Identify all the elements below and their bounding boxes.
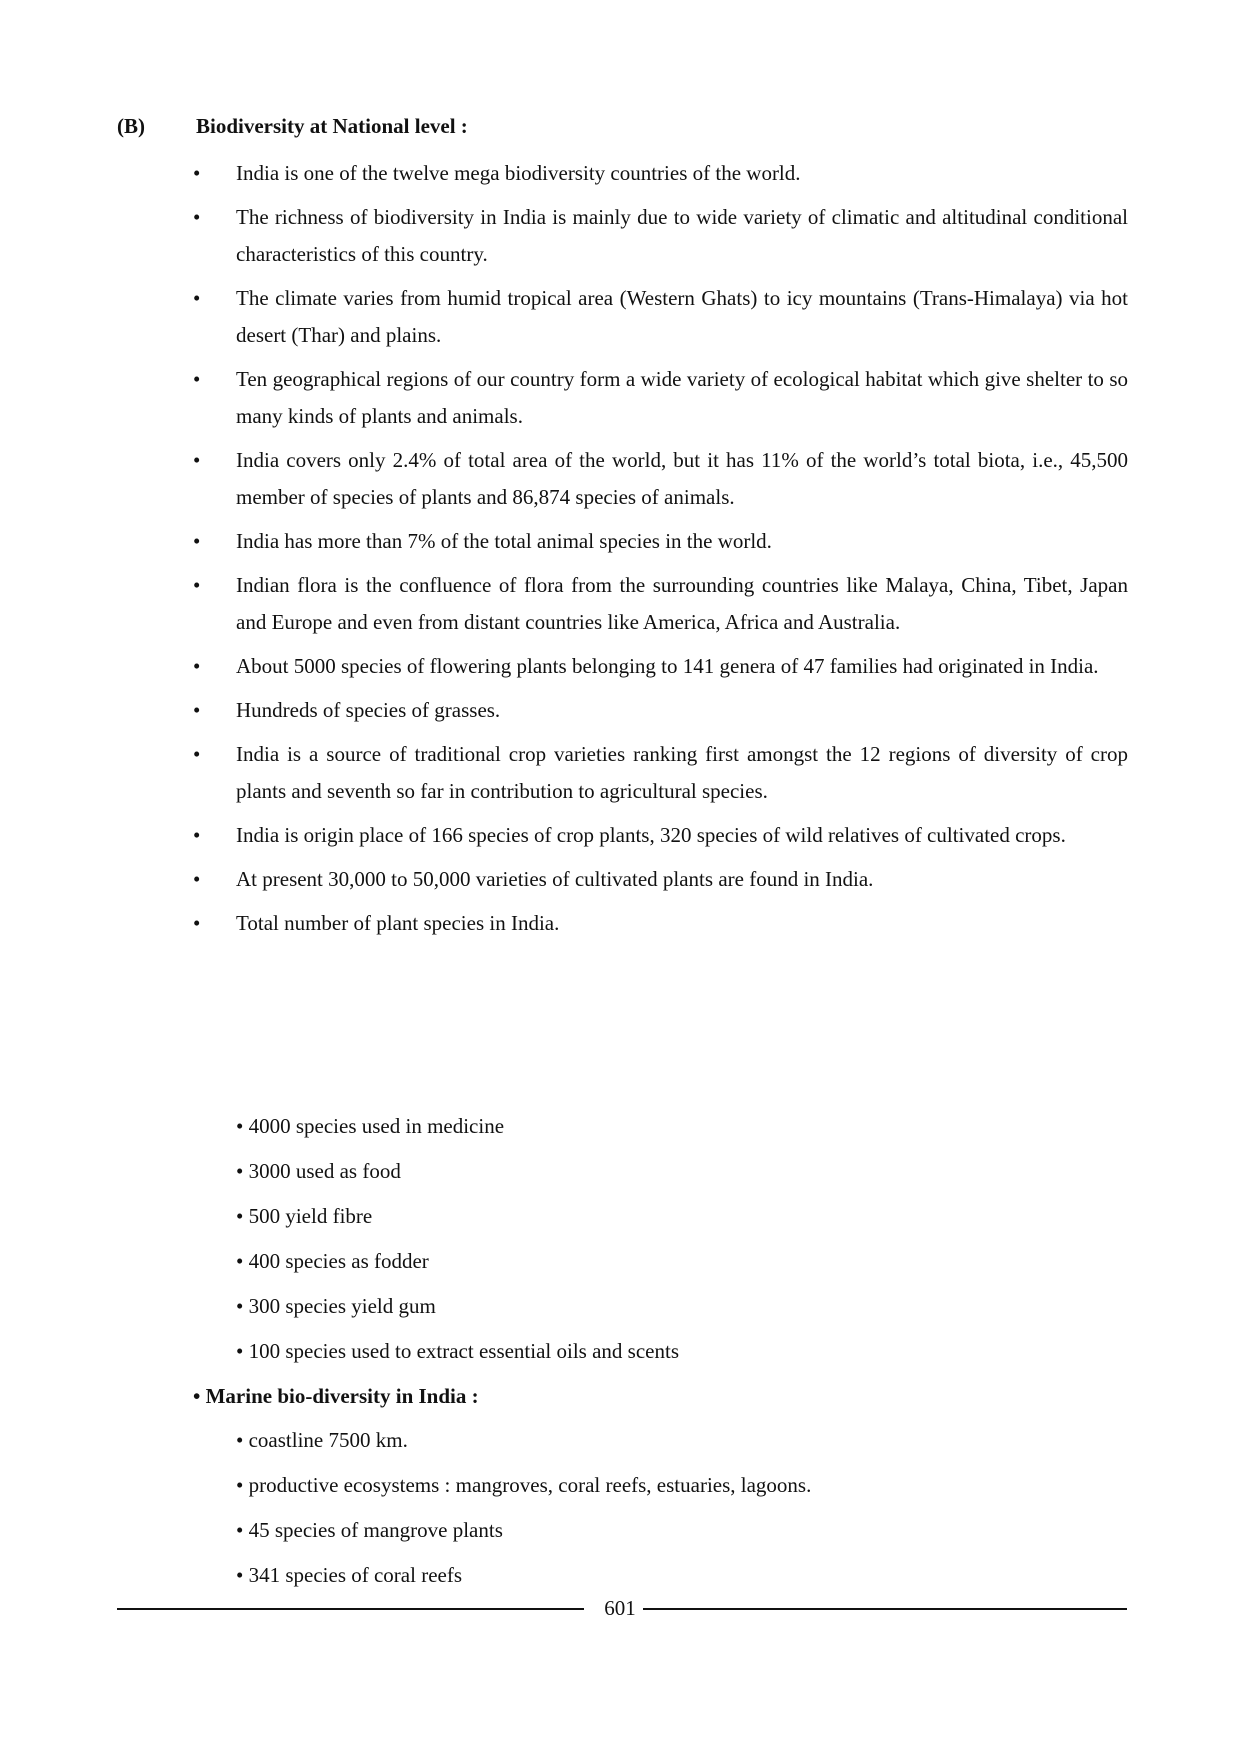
bullet-icon: • — [193, 823, 201, 847]
bullet-list — [0, 155, 1240, 949]
footer-rule-right — [643, 1608, 1127, 1610]
list-item-text: India covers only 2.4% of total area of the world, but it has 11% of the world’s total biota, i.e., 45,500 member of species of plants and 86,874 species of animals. — [236, 448, 1128, 509]
list-item — [0, 361, 1240, 435]
list-item — [0, 736, 1240, 810]
bullet-icon: • — [193, 698, 201, 722]
list-item — [0, 442, 1240, 516]
list-item — [0, 817, 1240, 854]
bullet-icon: • — [193, 573, 201, 597]
bullet-icon: • — [193, 742, 201, 766]
bullet-icon: • — [193, 529, 201, 553]
marine-list — [0, 1422, 1240, 1602]
list-item-text: India is one of the twelve mega biodiversity countries of the world. — [236, 161, 801, 185]
sub-list-item: • 4000 species used in medicine — [236, 1114, 505, 1138]
bullet-icon: • — [193, 286, 201, 310]
bullet-icon: • — [193, 867, 201, 891]
sub-list-item: • productive ecosystems : mangroves, coral reefs, estuaries, lagoons. — [236, 1473, 812, 1497]
list-item — [0, 905, 1240, 942]
footer-rule-left — [117, 1608, 584, 1610]
bullet-icon: • — [193, 654, 201, 678]
list-item-text: About 5000 species of flowering plants belonging to 141 genera of 47 families had originated in India. — [236, 654, 1099, 678]
sub-list-item: • 400 species as fodder — [236, 1249, 429, 1273]
bullet-icon: • — [193, 448, 201, 472]
list-item-text: The richness of biodiversity in India is mainly due to wide variety of climatic and altitudinal conditional characteristics of this country. — [236, 205, 1128, 266]
list-item-text: Hundreds of species of grasses. — [236, 698, 501, 722]
bullet-icon: • — [193, 911, 201, 935]
list-item-text: India is origin place of 166 species of crop plants, 320 species of wild relatives of cultivated crops. — [236, 823, 1066, 847]
list-item-text: At present 30,000 to 50,000 varieties of cultivated plants are found in India. — [236, 867, 874, 891]
list-item — [0, 567, 1240, 641]
sub-list-item: • 500 yield fibre — [236, 1204, 373, 1228]
sub-list-item: • 3000 used as food — [236, 1159, 401, 1183]
list-item-text: India has more than 7% of the total animal species in the world. — [236, 529, 772, 553]
list-item — [0, 199, 1240, 273]
list-item — [0, 861, 1240, 898]
list-item — [0, 692, 1240, 729]
sub-list-item: • 45 species of mangrove plants — [236, 1518, 503, 1542]
marine-heading: • Marine bio-diversity in India : — [193, 1384, 479, 1408]
list-item — [0, 648, 1240, 685]
bullet-icon: • — [193, 205, 201, 229]
sub-list-item: • coastline 7500 km. — [236, 1428, 408, 1452]
list-item-text: The climate varies from humid tropical area (Western Ghats) to icy mountains (Trans-Himalaya) via hot desert (Thar) and plains. — [236, 286, 1128, 347]
bullet-icon: • — [193, 161, 201, 185]
list-item-text: Indian flora is the confluence of flora from the surrounding countries like Malaya, China, Tibet, Japan and Europe and even from distant countries like America, Africa and Australia. — [236, 573, 1128, 634]
sub-list-item: • 300 species yield gum — [236, 1294, 436, 1318]
list-item-text: India is a source of traditional crop varieties ranking first amongst the 12 regions of diversity of crop plants and seventh so far in contribution to agricultural species. — [236, 742, 1128, 803]
section-label: (B) — [117, 114, 145, 138]
section-title: Biodiversity at National level : — [196, 114, 468, 138]
list-item-text: Total number of plant species in India. — [236, 911, 560, 935]
list-item — [0, 523, 1240, 560]
sub-list-item: • 341 species of coral reefs — [236, 1563, 463, 1587]
list-item — [0, 155, 1240, 192]
list-item — [0, 280, 1240, 354]
bullet-icon: • — [193, 367, 201, 391]
plant-uses-list — [0, 1108, 1240, 1378]
list-item-text: Ten geographical regions of our country form a wide variety of ecological habitat which give shelter to so many kinds of plants and animals. — [236, 367, 1128, 428]
sub-list-item: • 100 species used to extract essential oils and scents — [236, 1339, 679, 1363]
page-number: 601 — [604, 1596, 636, 1620]
